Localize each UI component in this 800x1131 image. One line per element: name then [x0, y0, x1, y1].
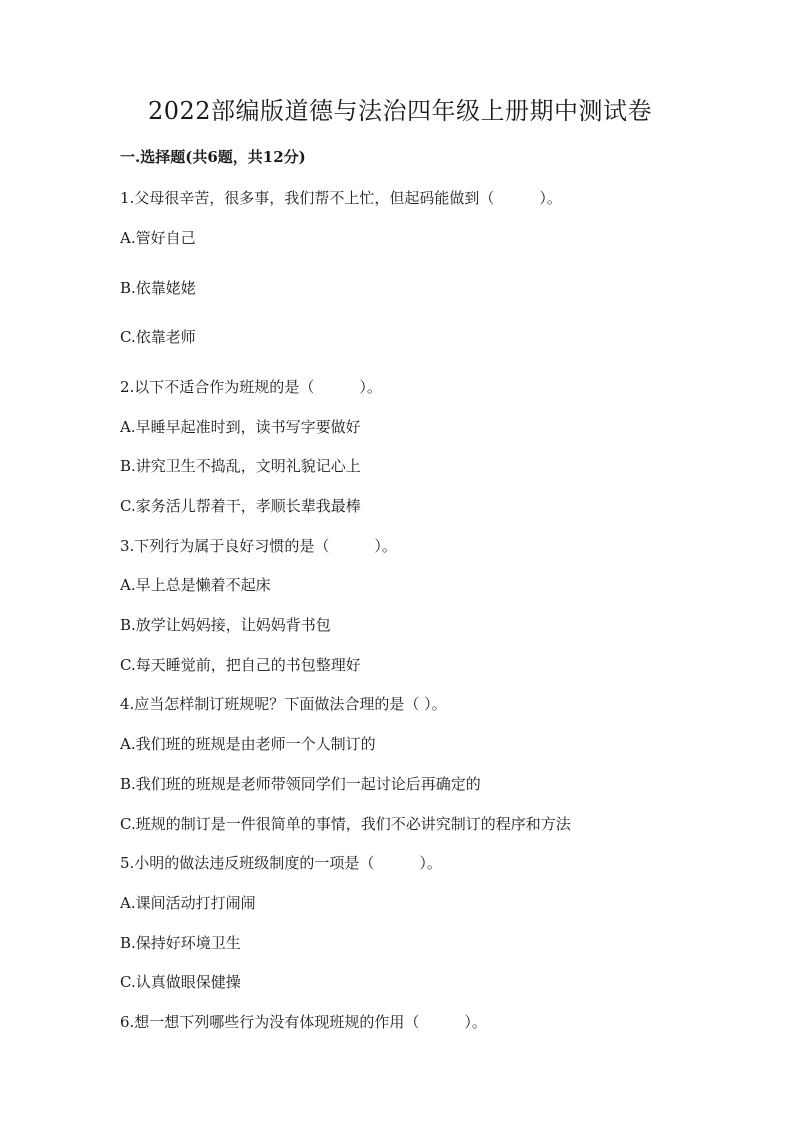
option-5b: B.保持好环境卫生 — [120, 934, 241, 952]
section-heading: 一.选择题(共6题，共12分) — [120, 148, 306, 166]
question-stem-5: 5.小明的做法违反班级制度的一项是（ ）。 — [120, 854, 442, 872]
option-1a: A.管好自己 — [120, 229, 196, 247]
option-4c: C.班规的制订是一件很简单的事情，我们不必讲究制订的程序和方法 — [120, 815, 571, 833]
option-3a: A.早上总是懒着不起床 — [120, 576, 271, 594]
question-stem-2: 2.以下不适合作为班规的是（ ）。 — [120, 378, 382, 396]
option-4a: A.我们班的班规是由老师一个人制订的 — [120, 735, 376, 753]
option-2a: A.早睡早起准时到，读书写字要做好 — [120, 418, 361, 436]
option-3c: C.每天睡觉前，把自己的书包整理好 — [120, 656, 361, 674]
option-2b: B.讲究卫生不捣乱，文明礼貌记心上 — [120, 457, 361, 475]
option-1b: B.依靠姥姥 — [120, 279, 196, 297]
question-stem-6: 6.想一想下列哪些行为没有体现班规的作用（ ）。 — [120, 1013, 487, 1031]
option-4b: B.我们班的班规是老师带领同学们一起讨论后再确定的 — [120, 775, 481, 793]
option-3b: B.放学让妈妈接，让妈妈背书包 — [120, 616, 331, 634]
question-stem-1: 1.父母很辛苦，很多事，我们帮不上忙，但起码能做到（ ）。 — [120, 189, 562, 207]
option-5a: A.课间活动打打闹闹 — [120, 894, 256, 912]
option-5c: C.认真做眼保健操 — [120, 973, 241, 991]
option-2c: C.家务活儿帮着干，孝顺长辈我最棒 — [120, 497, 361, 515]
question-stem-3: 3.下列行为属于良好习惯的是（ ）。 — [120, 537, 397, 555]
page-title: 2022部编版道德与法治四年级上册期中测试卷 — [147, 97, 653, 125]
option-1c: C.依靠老师 — [120, 328, 196, 346]
question-stem-4: 4.应当怎样制订班规呢？下面做法合理的是（ ）。 — [120, 695, 447, 713]
